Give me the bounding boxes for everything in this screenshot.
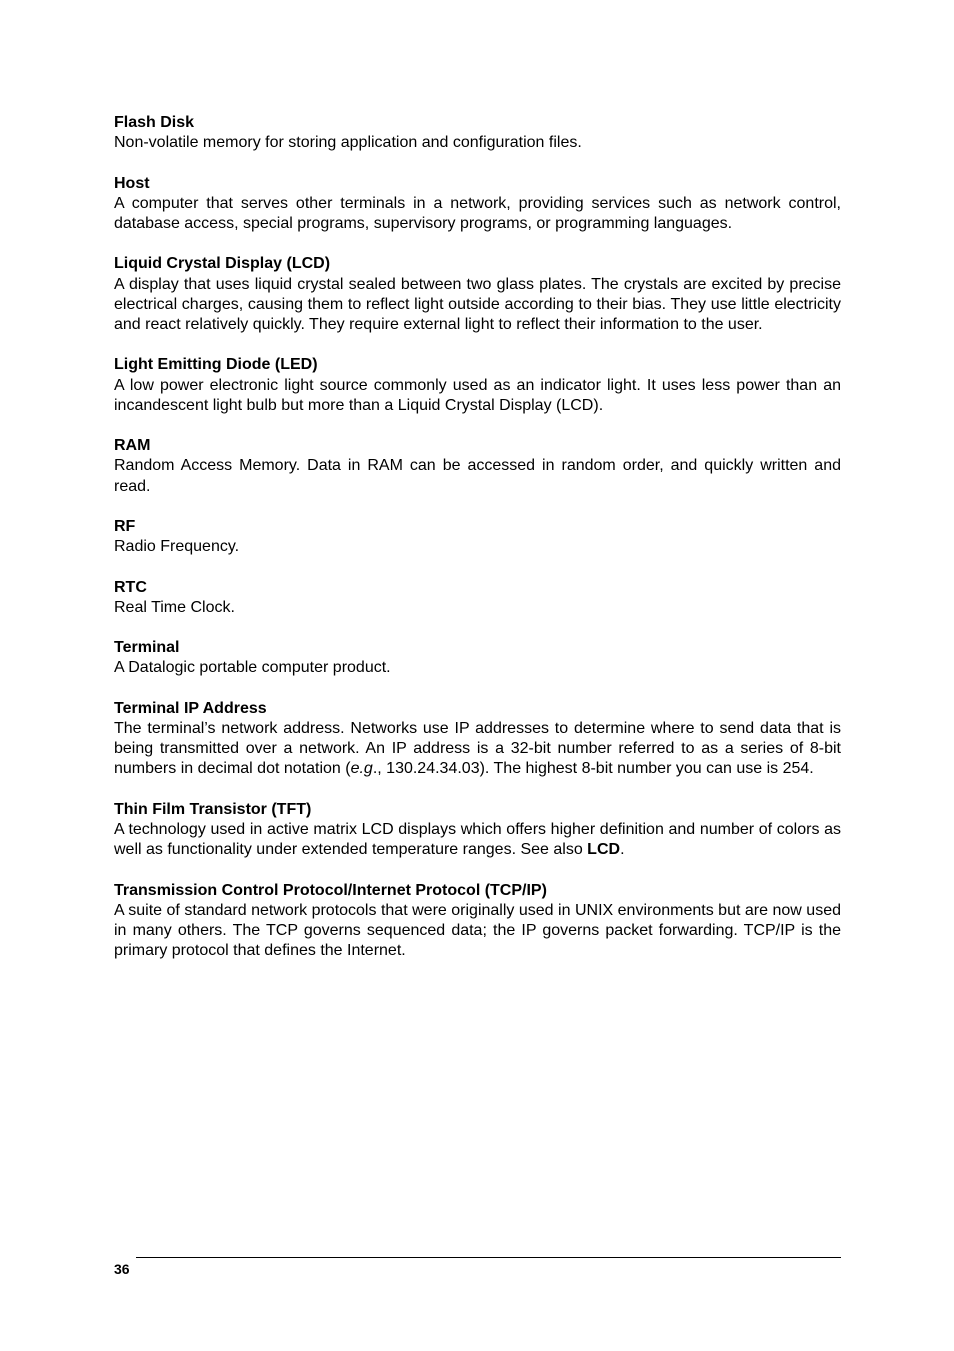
glossary-term: Terminal	[114, 639, 180, 657]
glossary-entry-terminal-ip-address	[114, 699, 841, 780]
glossary-entry-rf	[114, 517, 841, 557]
footer-divider	[136, 1257, 841, 1258]
glossary-entry-lcd	[114, 254, 841, 335]
glossary-term: RF	[114, 517, 136, 535]
glossary-term: RTC	[114, 578, 147, 596]
glossary-entry-led	[114, 355, 841, 416]
definition-text: ., 130.24.34.03). The highest 8-bit number you can use is 254.	[372, 760, 814, 778]
definition-text: The terminal’s network address. Networks use IP addresses to determine where to send data that is being transmitted over a network. An IP address is a 32-bit number referred to as a series of 8-bit numbers in decimal dot notation (	[114, 719, 841, 778]
definition-text: .	[620, 841, 625, 859]
glossary-definition: Random Access Memory. Data in RAM can be accessed in random order, and quickly written and read.	[114, 457, 841, 495]
glossary-entry-flash-disk	[114, 113, 841, 153]
glossary-list	[114, 113, 841, 982]
glossary-term: Terminal IP Address	[114, 699, 267, 717]
glossary-entry-terminal	[114, 638, 841, 678]
definition-text: A technology used in active matrix LCD displays which offers higher definition and number of colors as well as functionality under extended temperature ranges. See also	[114, 820, 841, 859]
glossary-term: Light Emitting Diode (LED)	[114, 356, 318, 374]
glossary-definition: A low power electronic light source commonly used as an indicator light. It uses less power than an incandescent light bulb but more than a Liquid Crystal Display (LCD).	[114, 376, 841, 414]
glossary-entry-rtc	[114, 578, 841, 618]
glossary-term: Liquid Crystal Display (LCD)	[114, 255, 331, 273]
glossary-definition	[114, 719, 841, 780]
glossary-term: Host	[114, 174, 150, 192]
glossary-definition: A Datalogic portable computer product.	[114, 659, 391, 677]
glossary-definition: Real Time Clock.	[114, 598, 235, 616]
glossary-definition: A display that uses liquid crystal sealed between two glass plates. The crystals are excited by precise electrical charges, causing them to reflect light outside according to their bias. They use little electricity and react relatively quickly. They require external light to reflect their information to the user.	[114, 275, 841, 333]
glossary-term: Flash Disk	[114, 114, 195, 131]
glossary-definition: Radio Frequency.	[114, 538, 240, 556]
glossary-definition: A computer that serves other terminals in a network, providing services such as network control, database access, special programs, supervisory programs, or programming languages.	[114, 194, 841, 232]
page-number: 36	[114, 1261, 130, 1277]
glossary-entry-tft	[114, 800, 841, 861]
definition-emphasis: e.g	[350, 760, 373, 778]
glossary-entry-host	[114, 174, 841, 235]
definition-cross-reference: LCD	[587, 841, 621, 859]
glossary-term: RAM	[114, 437, 151, 455]
glossary-definition: Non-volatile memory for storing application and configuration files.	[114, 134, 582, 152]
glossary-definition	[114, 820, 841, 860]
glossary-definition: A suite of standard network protocols that were originally used in UNIX environments but are now used in many others. The TCP governs sequenced data; the IP governs packet forwarding. TCP/IP is the primary protocol that defines the Internet.	[114, 901, 841, 960]
glossary-entry-ram	[114, 436, 841, 497]
glossary-term: Transmission Control Protocol/Internet Protocol (TCP/IP)	[114, 881, 547, 899]
glossary-term: Thin Film Transistor (TFT)	[114, 800, 312, 818]
glossary-entry-tcp-ip	[114, 881, 841, 962]
